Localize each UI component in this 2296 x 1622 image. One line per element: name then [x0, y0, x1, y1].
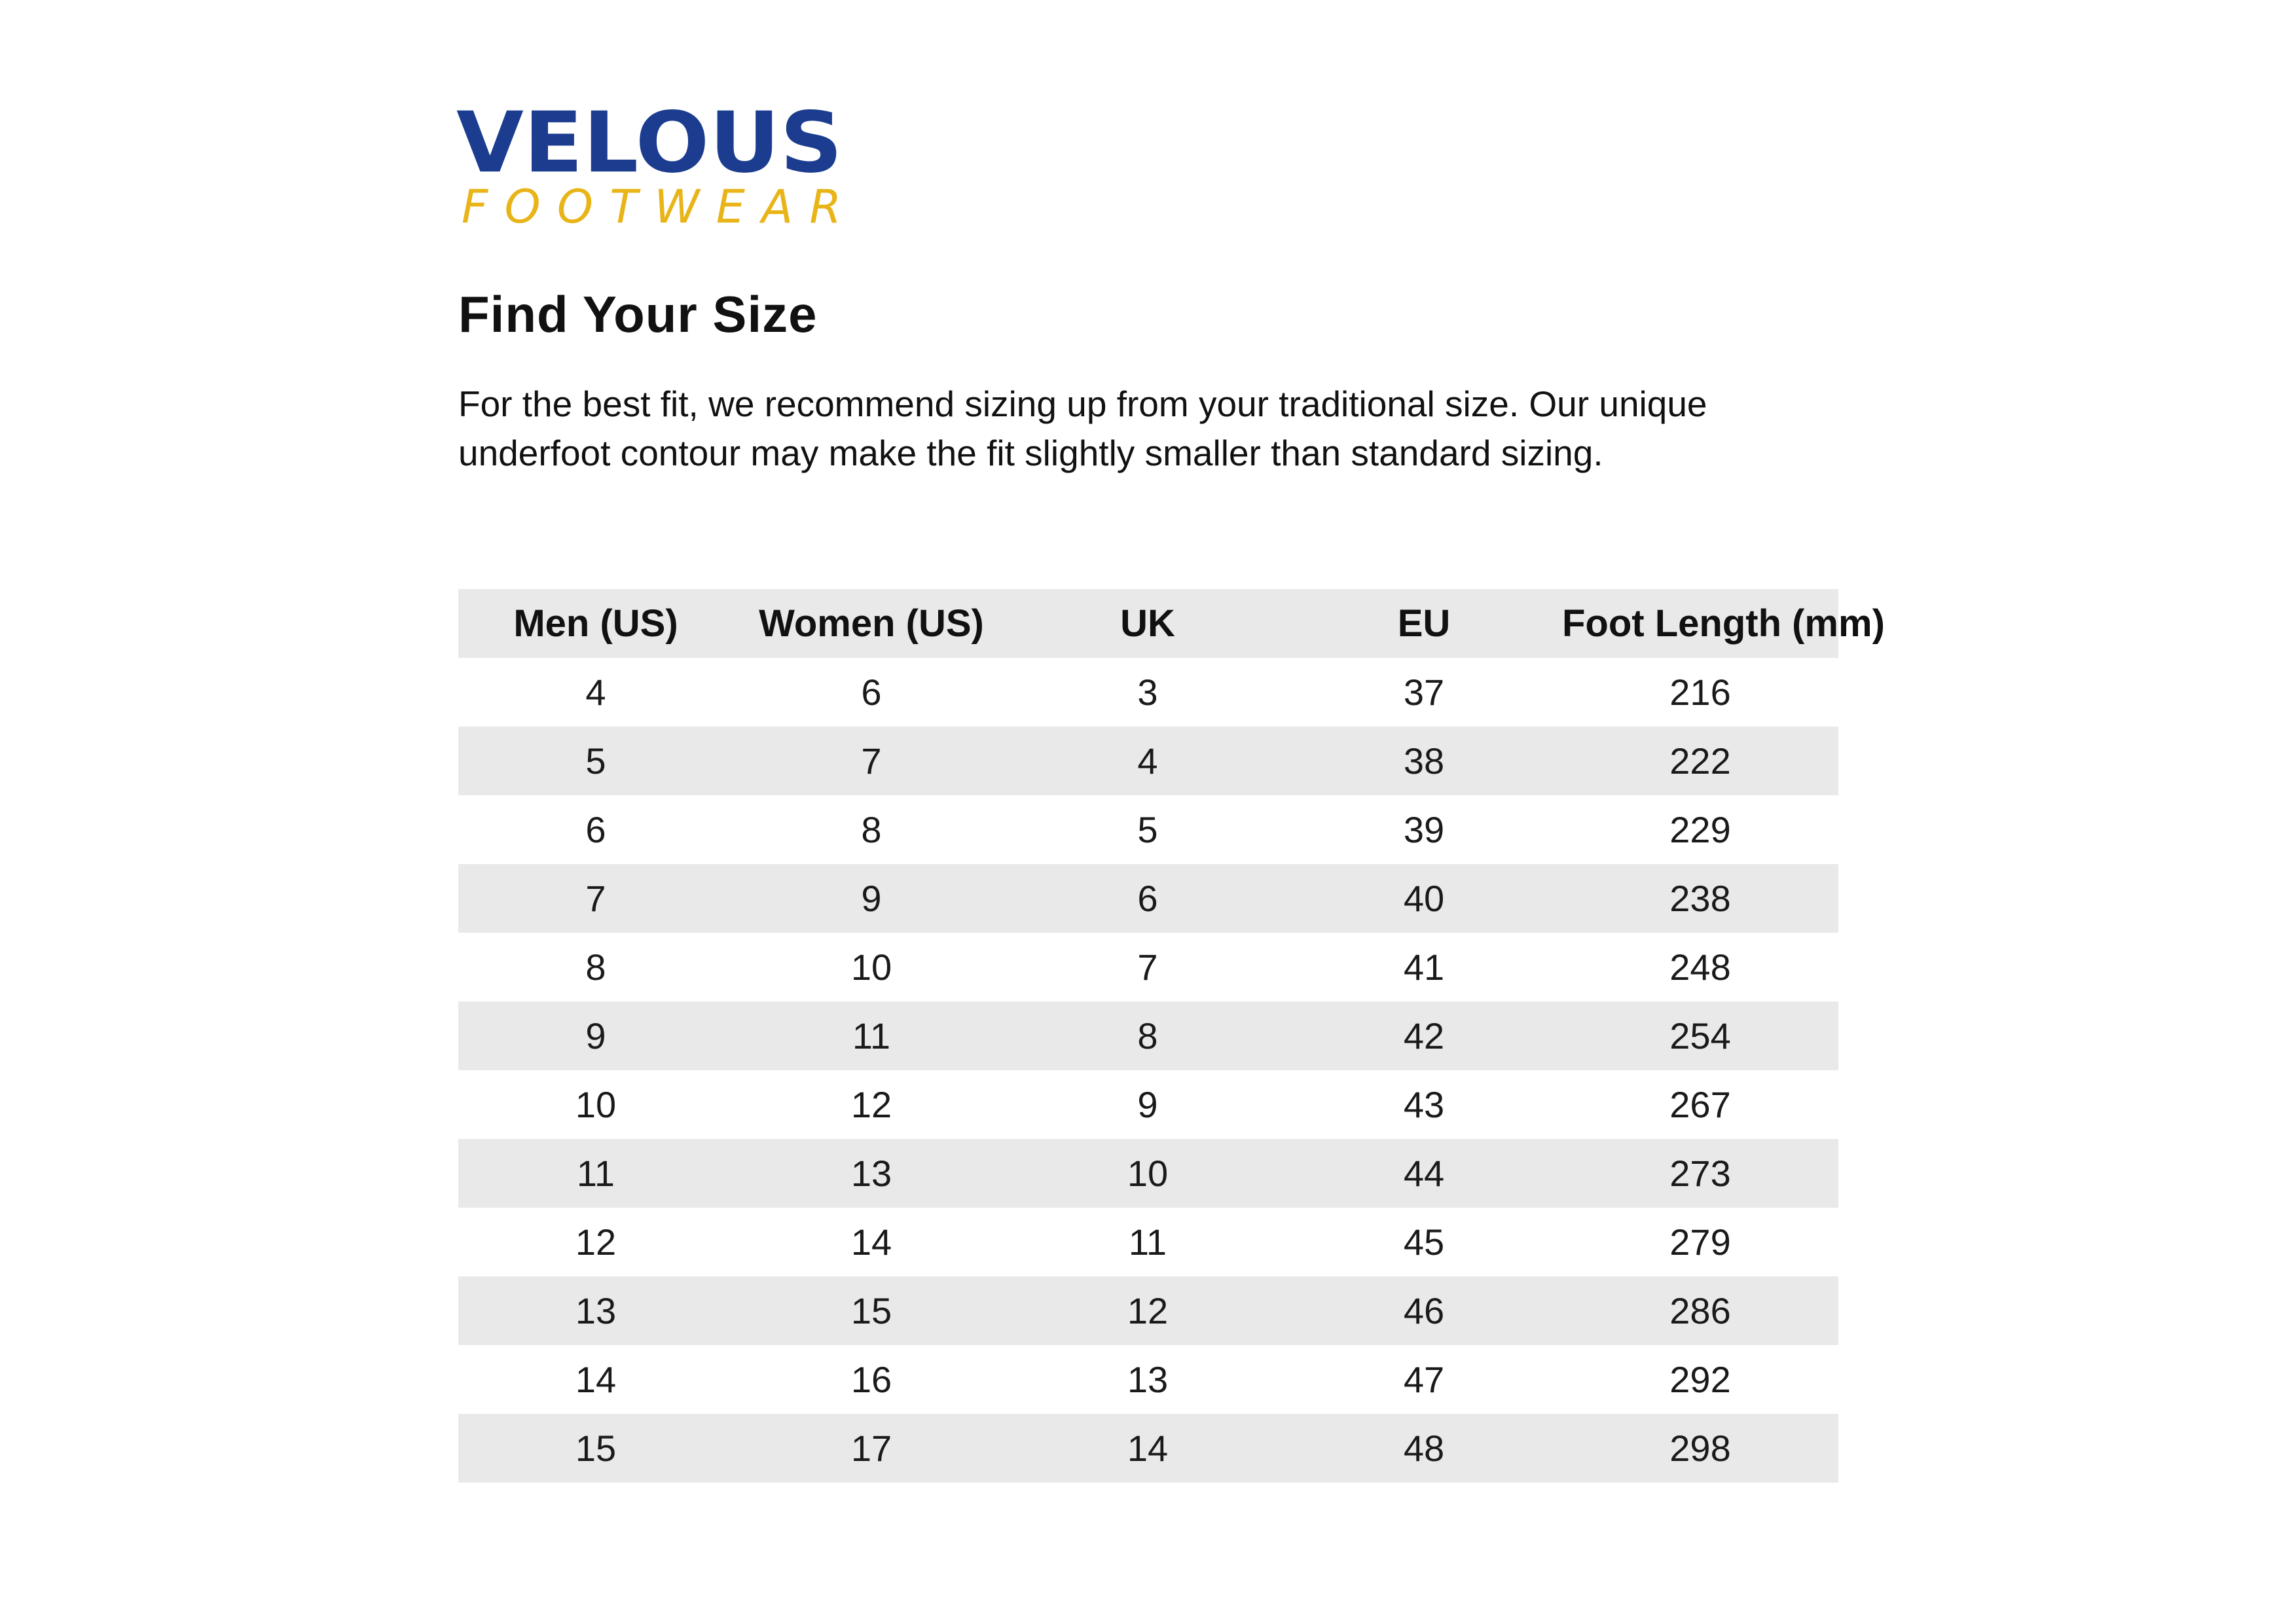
column-header-women-us: Women (US) — [759, 602, 984, 645]
men-us-cell: 8 — [585, 946, 606, 988]
women-us-cell: 10 — [850, 946, 892, 988]
size-chart-table — [458, 589, 1885, 1483]
women-us-cell: 9 — [861, 878, 882, 919]
table-row — [458, 1276, 1838, 1345]
women-us-cell: 16 — [850, 1359, 892, 1400]
eu-cell: 43 — [1403, 1084, 1445, 1125]
uk-cell: 12 — [1127, 1290, 1169, 1331]
foot-length-cell: 273 — [1669, 1153, 1731, 1194]
foot-length-cell: 267 — [1669, 1084, 1731, 1125]
men-us-cell: 10 — [575, 1084, 617, 1125]
table-row — [458, 795, 1838, 864]
women-us-cell: 11 — [852, 1015, 891, 1056]
women-us-cell: 17 — [850, 1428, 892, 1469]
foot-length-cell: 298 — [1669, 1428, 1731, 1469]
foot-length-cell: 238 — [1669, 878, 1731, 919]
eu-cell: 42 — [1403, 1015, 1445, 1056]
foot-length-cell: 286 — [1669, 1290, 1731, 1331]
column-header-uk: UK — [1120, 602, 1175, 645]
foot-length-cell: 292 — [1669, 1359, 1731, 1400]
men-us-cell: 4 — [585, 672, 606, 713]
men-us-cell: 9 — [585, 1015, 606, 1056]
uk-cell: 8 — [1137, 1015, 1158, 1056]
uk-cell: 13 — [1127, 1359, 1169, 1400]
men-us-cell: 6 — [585, 809, 606, 850]
table-row — [458, 1345, 1838, 1414]
women-us-cell: 15 — [850, 1290, 892, 1331]
table-row — [458, 1414, 1838, 1483]
brand-logo — [456, 94, 849, 236]
size-chart-body — [458, 658, 1838, 1483]
page-title: Find Your Size — [458, 285, 818, 343]
column-header-foot-length: Foot Length (mm) — [1562, 602, 1885, 645]
eu-cell: 47 — [1403, 1359, 1445, 1400]
table-row — [458, 1139, 1838, 1208]
men-us-cell: 5 — [585, 740, 606, 782]
eu-cell: 38 — [1403, 740, 1445, 782]
foot-length-cell: 222 — [1669, 740, 1731, 782]
eu-cell: 40 — [1403, 878, 1445, 919]
brand-logo-wordmark: VELOUS — [456, 94, 843, 192]
intro-paragraph — [458, 380, 1707, 478]
table-row — [458, 933, 1838, 1001]
eu-cell: 39 — [1403, 809, 1445, 850]
table-row — [458, 864, 1838, 933]
uk-cell: 3 — [1137, 672, 1158, 713]
column-header-eu: EU — [1397, 602, 1451, 645]
women-us-cell: 12 — [850, 1084, 892, 1125]
foot-length-cell: 248 — [1669, 946, 1731, 988]
eu-cell: 48 — [1403, 1428, 1445, 1469]
table-row — [458, 1208, 1838, 1276]
men-us-cell: 7 — [585, 878, 606, 919]
table-header-row — [458, 589, 1838, 658]
women-us-cell: 14 — [850, 1221, 892, 1263]
women-us-cell: 6 — [861, 672, 882, 713]
foot-length-cell: 279 — [1669, 1221, 1731, 1263]
men-us-cell: 12 — [575, 1221, 617, 1263]
eu-cell: 41 — [1403, 946, 1445, 988]
foot-length-cell: 229 — [1669, 809, 1731, 850]
foot-length-cell: 216 — [1669, 672, 1731, 713]
uk-cell: 9 — [1137, 1084, 1158, 1125]
uk-cell: 14 — [1127, 1428, 1169, 1469]
uk-cell: 11 — [1128, 1221, 1167, 1263]
intro-line-1: For the best fit, we recommend sizing up from your traditional size. Our unique — [458, 384, 1707, 424]
foot-length-cell: 254 — [1669, 1015, 1731, 1056]
uk-cell: 7 — [1137, 946, 1158, 988]
table-row — [458, 1001, 1838, 1070]
table-row — [458, 727, 1838, 795]
men-us-cell: 14 — [575, 1359, 617, 1400]
men-us-cell: 15 — [575, 1428, 617, 1469]
uk-cell: 5 — [1137, 809, 1158, 850]
table-row — [458, 1070, 1838, 1139]
men-us-cell: 13 — [575, 1290, 617, 1331]
men-us-cell: 11 — [576, 1153, 615, 1194]
eu-cell: 44 — [1403, 1153, 1445, 1194]
uk-cell: 10 — [1127, 1153, 1169, 1194]
intro-line-2: underfoot contour may make the fit slightly smaller than standard sizing. — [458, 433, 1603, 473]
eu-cell: 46 — [1403, 1290, 1445, 1331]
column-header-men-us: Men (US) — [513, 602, 678, 645]
brand-logo-subtitle: FOOTWEAR — [462, 180, 841, 234]
eu-cell: 45 — [1403, 1221, 1445, 1263]
table-row — [458, 658, 1838, 727]
women-us-cell: 8 — [861, 809, 882, 850]
brand-logo-graphic — [456, 94, 849, 236]
women-us-cell: 7 — [861, 740, 882, 782]
uk-cell: 4 — [1137, 740, 1158, 782]
eu-cell: 37 — [1403, 672, 1445, 713]
women-us-cell: 13 — [850, 1153, 892, 1194]
uk-cell: 6 — [1137, 878, 1158, 919]
